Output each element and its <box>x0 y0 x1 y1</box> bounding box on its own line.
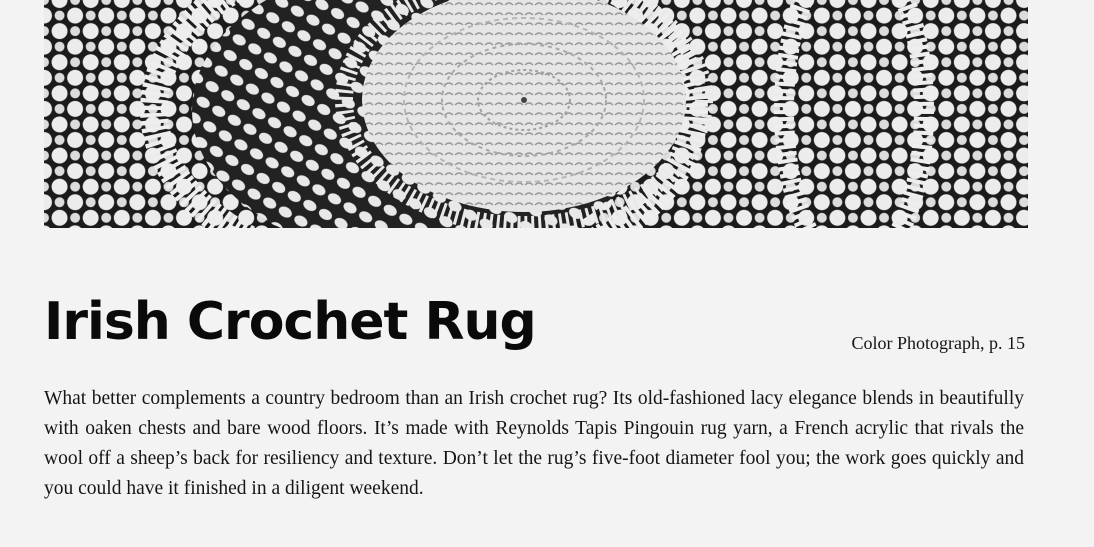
color-photo-reference: Color Photograph, p. 15 <box>851 333 1025 353</box>
article-paragraph: What better complements a country bedroom than an Irish crochet rug? Its old-fashioned lacy elegance blends in beautifully with oaken chests and bare wood floors. It’s made with Reynolds Tapis Pingouin rug yarn, a French acrylic that rivals the wool off a sheep’s back for resiliency and texture. Don’t let the rug’s five-foot diameter fool you; the work goes quickly and you could have it finished in a diligent weekend. <box>44 388 1024 499</box>
rug-photograph <box>44 0 1028 228</box>
crochet-rug-image <box>44 0 1028 228</box>
article-title: Irish Crochet Rug <box>44 292 536 352</box>
